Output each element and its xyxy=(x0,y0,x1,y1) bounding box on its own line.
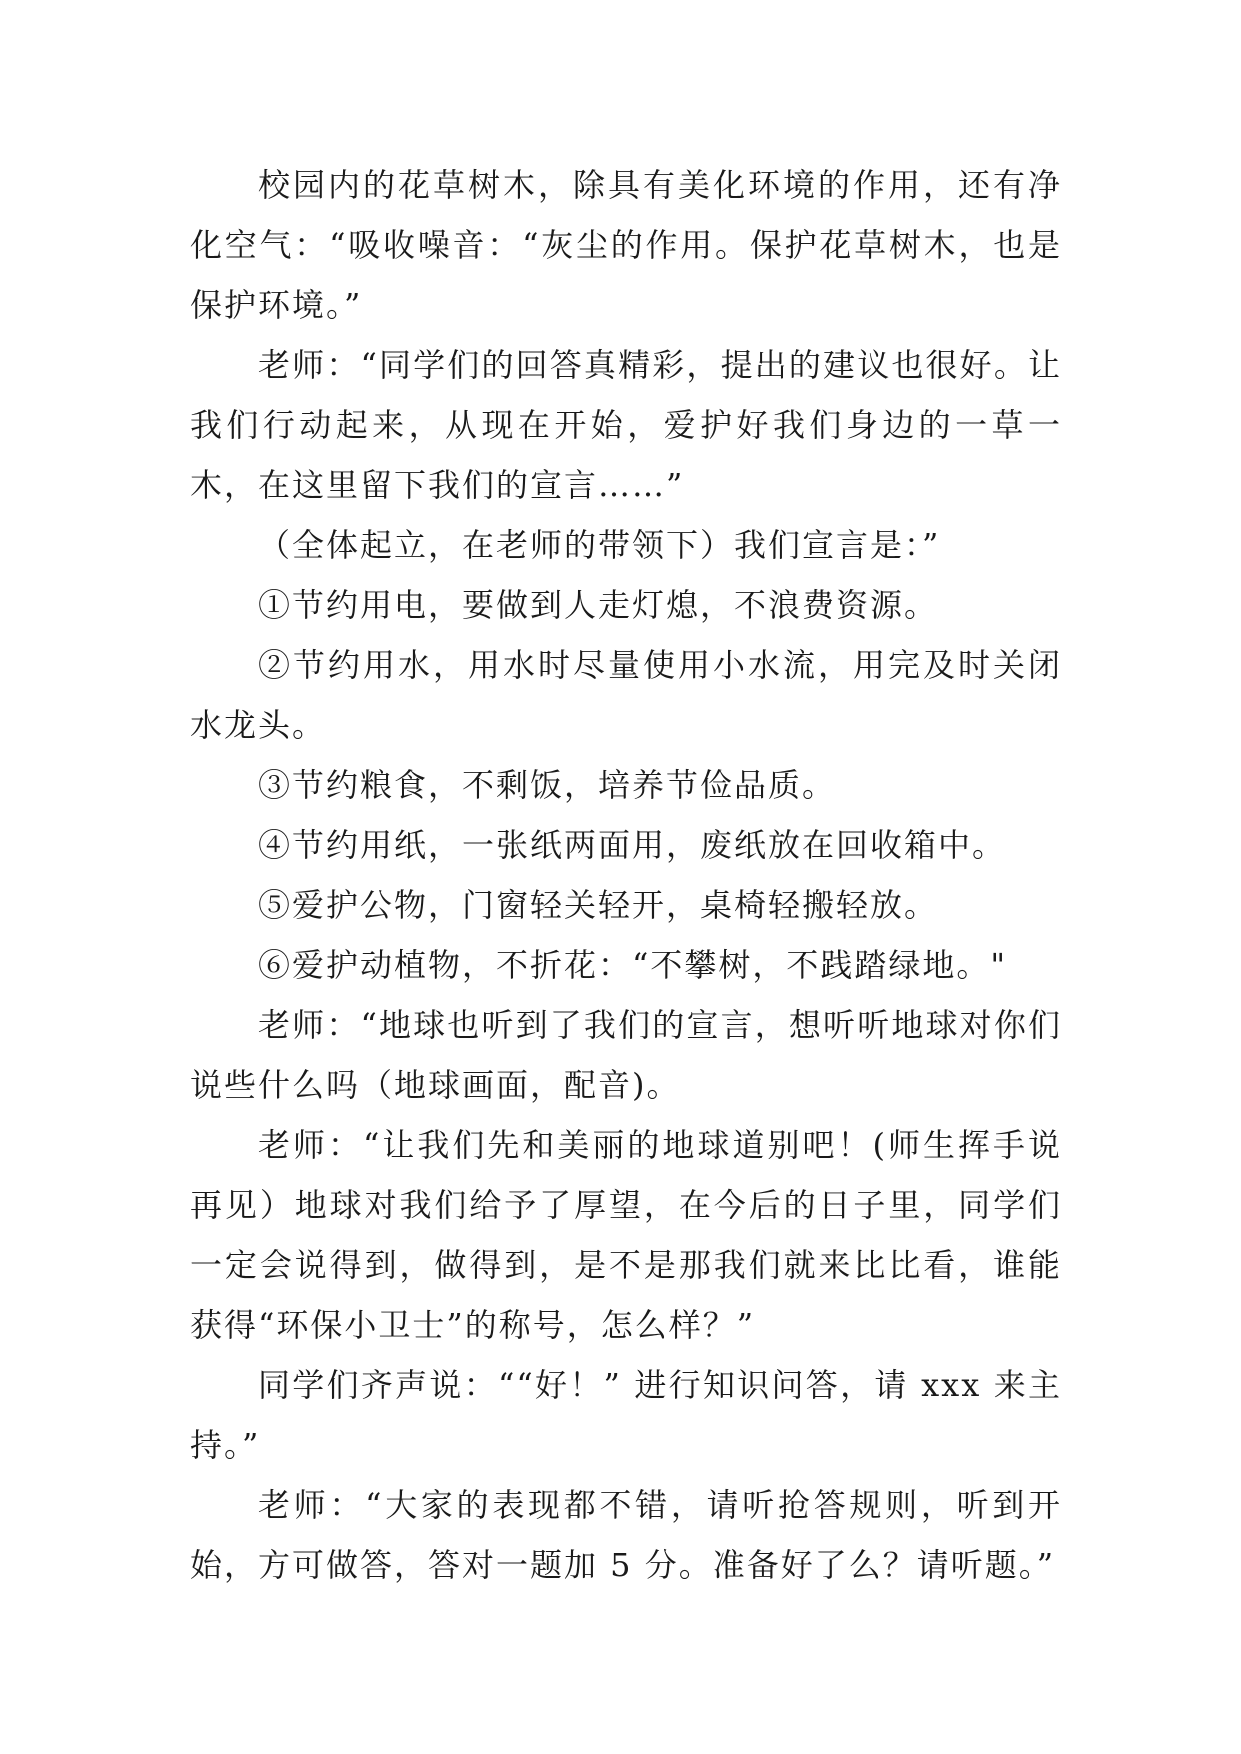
paragraph-teacher-rules: 老师：“大家的表现都不错，请听抢答规则，听到开始，方可做答，答对一题加 5 分。准备好了么？请听题。” xyxy=(190,1486,1062,1584)
paragraph-pledge-property: ⑤爱护公物，门窗轻关轻开，桌椅轻搬轻放。 xyxy=(258,886,939,924)
paragraph-students-reply: 同学们齐声说：““好！” 进行知识问答，请 xxx 来主持。” xyxy=(190,1366,1062,1464)
paragraph-pledge-food: ③节约粮食，不剩饭，培养节俭品质。 xyxy=(258,766,837,804)
paragraph-campus-plants: 校园内的花草树木，除具有美化环境的作用，还有净化空气：“吸收噪音：“灰尘的作用。保护花草树木，也是保护环境。” xyxy=(190,166,1062,324)
paragraph-pledge-paper: ④节约用纸，一张纸两面用，废纸放在回收箱中。 xyxy=(258,826,1007,864)
paragraph-teacher-praise: 老师：“同学们的回答真精彩，提出的建议也很好。让我们行动起来，从现在开始，爱护好我们身边的一草一木，在这里留下我们的宣言……” xyxy=(190,346,1062,504)
paragraph-pledge-water: ②节约用水，用水时尽量使用小水流，用完及时关闭水龙头。 xyxy=(190,646,1062,744)
paragraph-teacher-farewell: 老师：“让我们先和美丽的地球道别吧！(师生挥手说再见）地球对我们给予了厚望，在今后的日子里，同学们一定会说得到，做得到，是不是那我们就来比比看，谁能获得“环保小卫士”的称号，怎么样？” xyxy=(190,1126,1062,1344)
paragraph-pledge-nature: ⑥爱护动植物，不折花：“不攀树，不践踏绿地。" xyxy=(258,946,1008,984)
paragraph-teacher-earth: 老师：“地球也听到了我们的宣言，想听听地球对你们说些什么吗（地球画面，配音)。 xyxy=(190,1006,1062,1104)
document-body xyxy=(190,155,1062,1595)
paragraph-pledge-electricity: ①节约用电，要做到人走灯熄，不浪费资源。 xyxy=(258,586,939,624)
paragraph-declaration-intro: （全体起立，在老师的带领下）我们宣言是：” xyxy=(258,526,941,564)
